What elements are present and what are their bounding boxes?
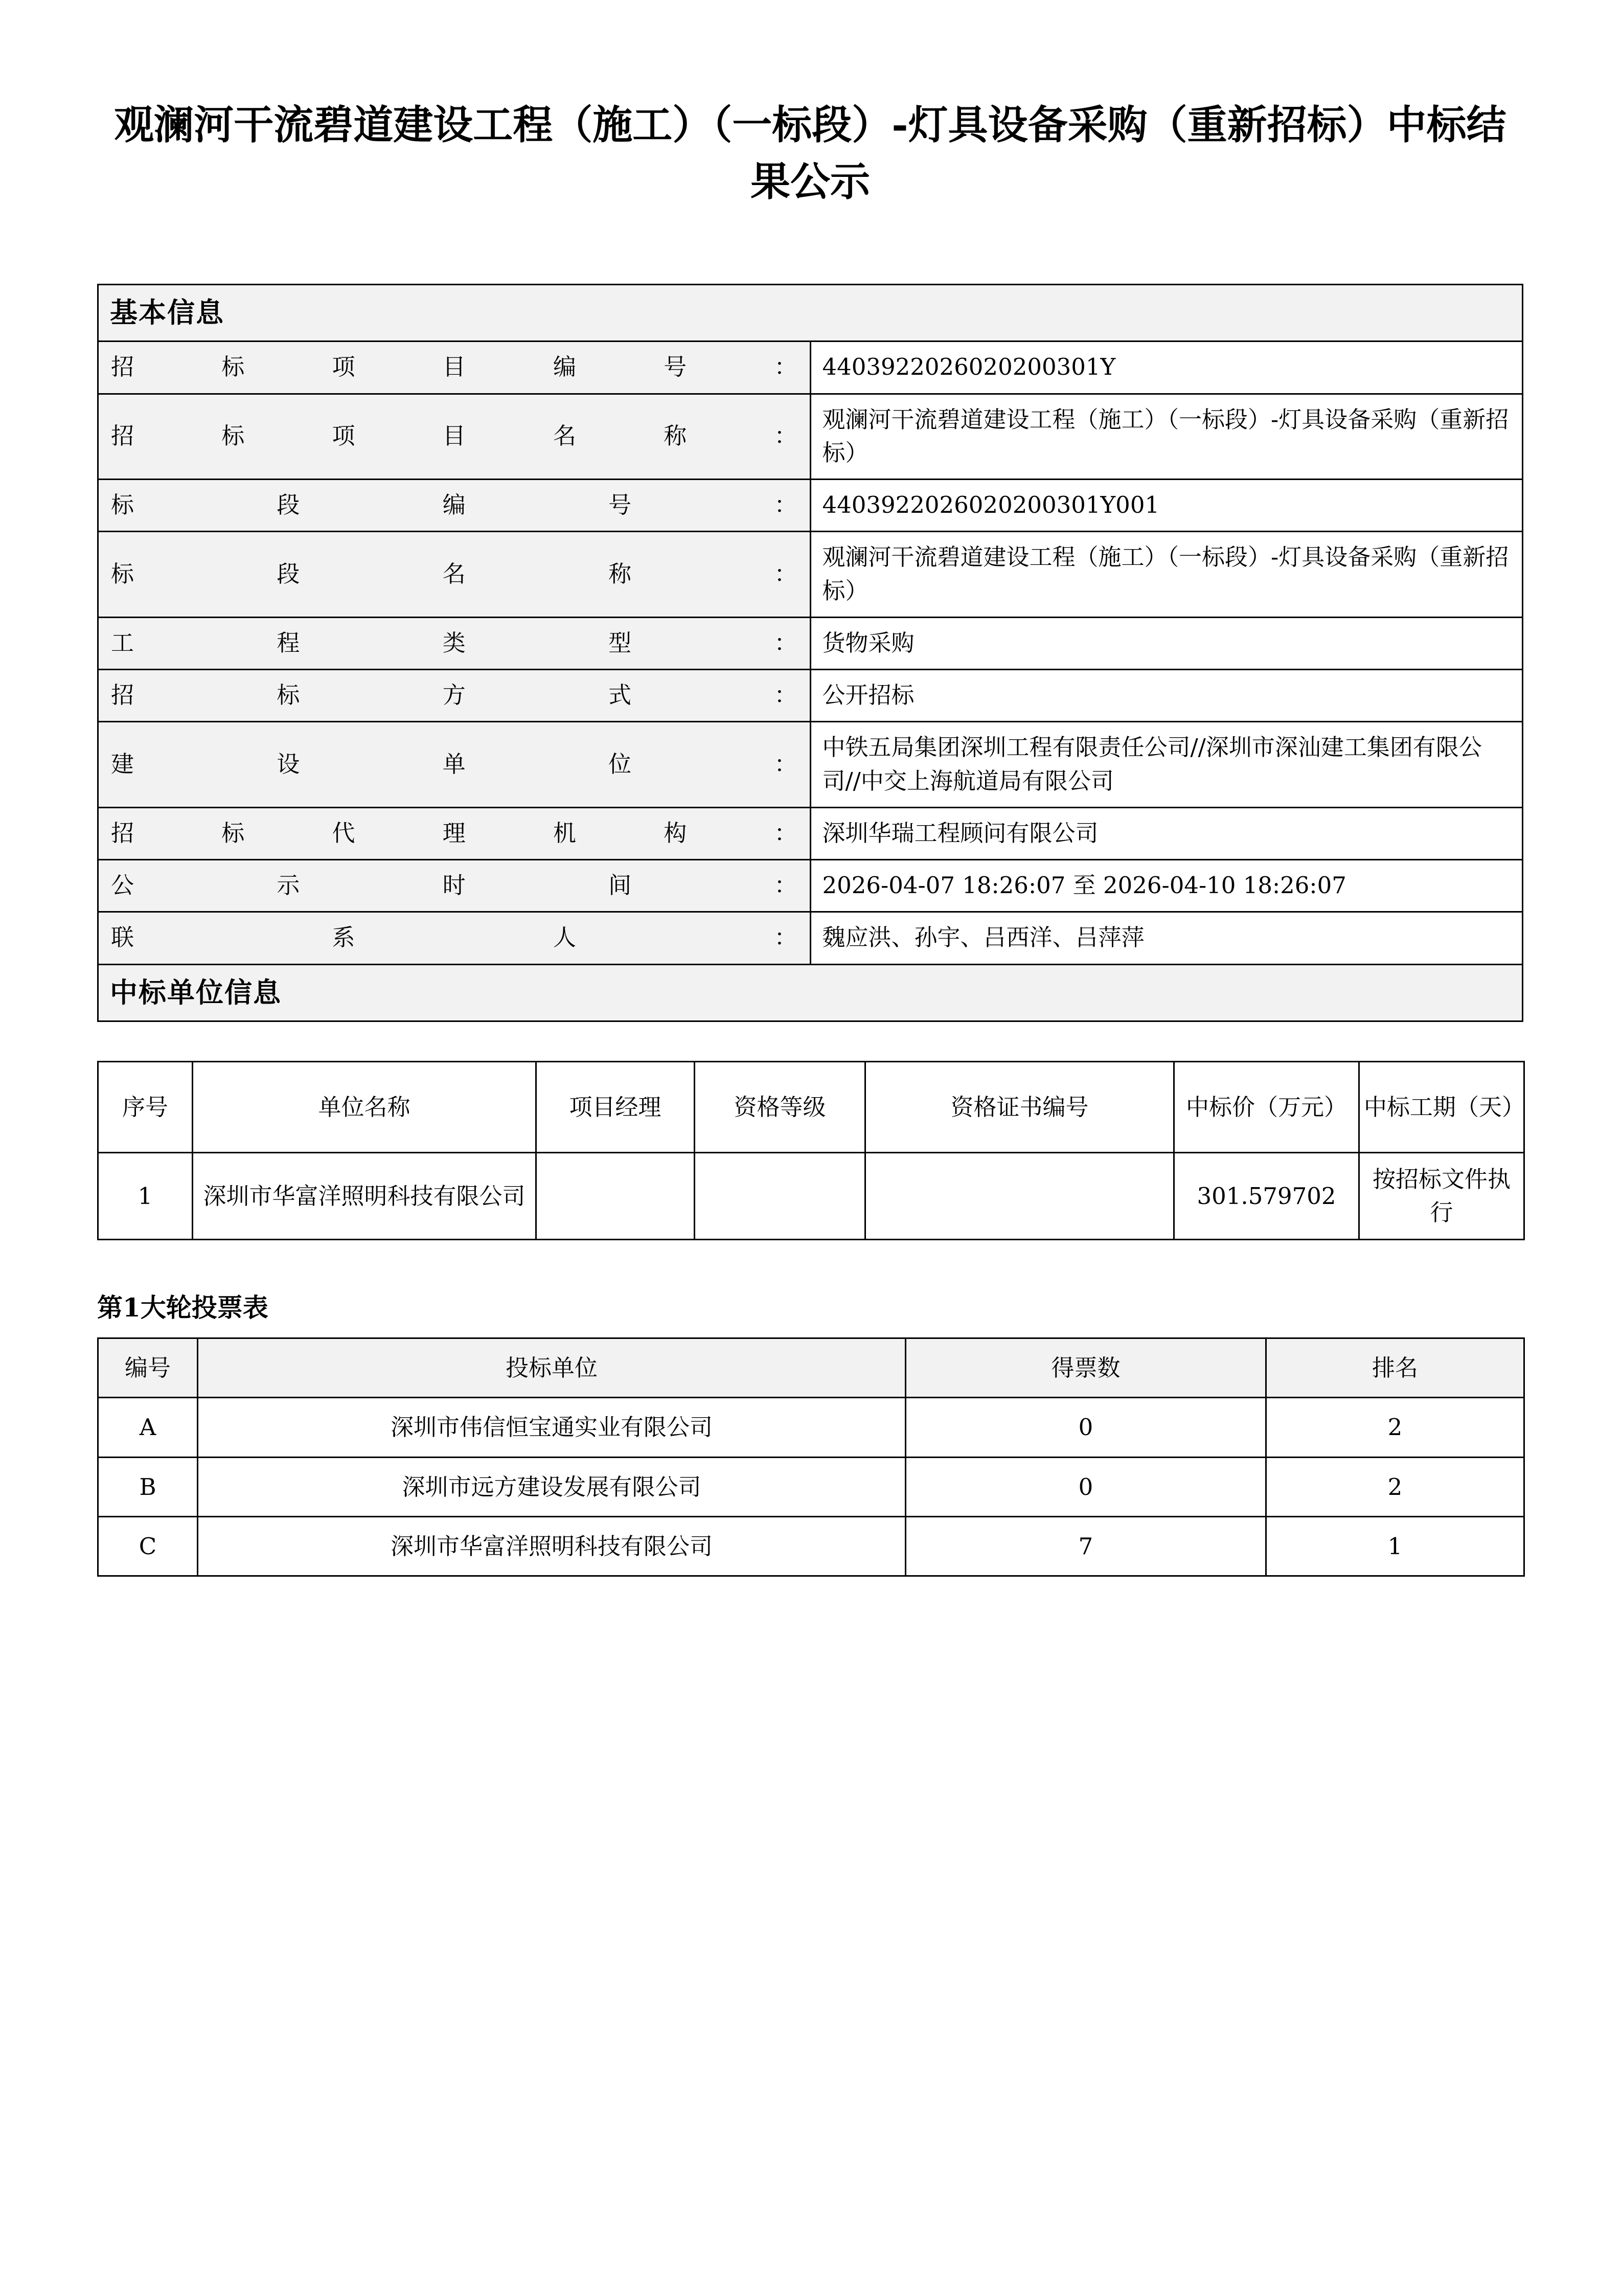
col-header-no: 序号 bbox=[98, 1062, 193, 1153]
value-section-no: 4403922026020200301Y001 bbox=[810, 480, 1523, 532]
value-tender-method: 公开招标 bbox=[810, 670, 1523, 722]
table-row bbox=[98, 394, 1523, 480]
cell-project-manager bbox=[536, 1153, 695, 1240]
label-project-name: 招标项目名称： bbox=[98, 394, 811, 480]
value-project-no: 4403922026020200301Y bbox=[810, 342, 1523, 394]
cell-bidder-unit: 深圳市华富洋照明科技有限公司 bbox=[198, 1516, 906, 1576]
table-header-row bbox=[98, 1062, 1524, 1153]
cell-qualification-cert-no bbox=[865, 1153, 1174, 1240]
vote-table bbox=[97, 1337, 1525, 1577]
value-publicity-time: 2026-04-07 18:26:07 至 2026-04-10 18:26:07 bbox=[810, 860, 1523, 912]
table-row-section-header bbox=[98, 285, 1523, 342]
label-construction-unit: 建设单位： bbox=[98, 722, 811, 808]
value-contact-person: 魏应洪、孙宇、吕西洋、吕萍萍 bbox=[810, 912, 1523, 964]
table-row bbox=[98, 1457, 1524, 1516]
cell-bidder-unit: 深圳市远方建设发展有限公司 bbox=[198, 1457, 906, 1516]
cell-vote-no: C bbox=[98, 1516, 198, 1576]
label-tender-agency: 招标代理机构： bbox=[98, 807, 811, 859]
cell-votes: 0 bbox=[906, 1457, 1266, 1516]
label-project-no: 招标项目编号： bbox=[98, 342, 811, 394]
cell-rank: 1 bbox=[1266, 1516, 1524, 1576]
col-header-bidder-unit: 投标单位 bbox=[198, 1338, 906, 1398]
table-row bbox=[98, 1153, 1524, 1240]
table-row bbox=[98, 722, 1523, 808]
cell-bid-duration: 按招标文件执行 bbox=[1359, 1153, 1524, 1240]
table-header-row bbox=[98, 1338, 1524, 1398]
table-row bbox=[98, 1516, 1524, 1576]
table-row bbox=[98, 342, 1523, 394]
col-header-project-manager: 项目经理 bbox=[536, 1062, 695, 1153]
value-tender-agency: 深圳华瑞工程顾问有限公司 bbox=[810, 807, 1523, 859]
col-header-qualification-level: 资格等级 bbox=[695, 1062, 865, 1153]
winner-info-table bbox=[97, 1061, 1525, 1240]
table-row bbox=[98, 1398, 1524, 1457]
cell-no: 1 bbox=[98, 1153, 193, 1240]
label-section-name: 标段名称： bbox=[98, 532, 811, 618]
cell-bidder-unit: 深圳市伟信恒宝通实业有限公司 bbox=[198, 1398, 906, 1457]
col-header-vote-no: 编号 bbox=[98, 1338, 198, 1398]
label-section-no: 标段编号： bbox=[98, 480, 811, 532]
cell-rank: 2 bbox=[1266, 1398, 1524, 1457]
label-publicity-time: 公示时间： bbox=[98, 860, 811, 912]
value-section-name: 观澜河干流碧道建设工程（施工）（一标段）-灯具设备采购（重新招标） bbox=[810, 532, 1523, 618]
basic-info-table bbox=[97, 284, 1523, 1022]
vote-table-heading: 第1大轮投票表 bbox=[97, 1292, 268, 1323]
value-construction-unit: 中铁五局集团深圳工程有限责任公司//深圳市深汕建工集团有限公司//中交上海航道局有限公司 bbox=[810, 722, 1523, 808]
value-project-type: 货物采购 bbox=[810, 617, 1523, 669]
col-header-qualification-cert-no: 资格证书编号 bbox=[865, 1062, 1174, 1153]
value-project-name: 观澜河干流碧道建设工程（施工）（一标段）-灯具设备采购（重新招标） bbox=[810, 394, 1523, 480]
col-header-bid-price: 中标价（万元） bbox=[1174, 1062, 1359, 1153]
cell-qualification-level bbox=[695, 1153, 865, 1240]
cell-vote-no: A bbox=[98, 1398, 198, 1457]
col-header-rank: 排名 bbox=[1266, 1338, 1524, 1398]
table-row bbox=[98, 617, 1523, 669]
table-row bbox=[98, 912, 1523, 964]
cell-votes: 0 bbox=[906, 1398, 1266, 1457]
page-title: 观澜河干流碧道建设工程（施工）（一标段）-灯具设备采购（重新招标）中标结果公示 bbox=[114, 102, 1506, 205]
col-header-votes: 得票数 bbox=[906, 1338, 1266, 1398]
basic-info-section-title: 基本信息 bbox=[98, 285, 1523, 342]
cell-rank: 2 bbox=[1266, 1457, 1524, 1516]
table-row bbox=[98, 480, 1523, 532]
label-tender-method: 招标方式： bbox=[98, 670, 811, 722]
cell-votes: 7 bbox=[906, 1516, 1266, 1576]
table-row-section-header bbox=[98, 964, 1523, 1021]
table-row bbox=[98, 860, 1523, 912]
table-row bbox=[98, 670, 1523, 722]
label-project-type: 工程类型： bbox=[98, 617, 811, 669]
winner-info-section-title: 中标单位信息 bbox=[98, 964, 1523, 1021]
cell-bid-price: 301.579702 bbox=[1174, 1153, 1359, 1240]
cell-vote-no: B bbox=[98, 1457, 198, 1516]
label-contact-person: 联系人： bbox=[98, 912, 811, 964]
col-header-unit-name: 单位名称 bbox=[193, 1062, 536, 1153]
col-header-bid-duration: 中标工期（天） bbox=[1359, 1062, 1524, 1153]
table-row bbox=[98, 532, 1523, 618]
table-row bbox=[98, 807, 1523, 859]
cell-unit-name: 深圳市华富洋照明科技有限公司 bbox=[193, 1153, 536, 1240]
